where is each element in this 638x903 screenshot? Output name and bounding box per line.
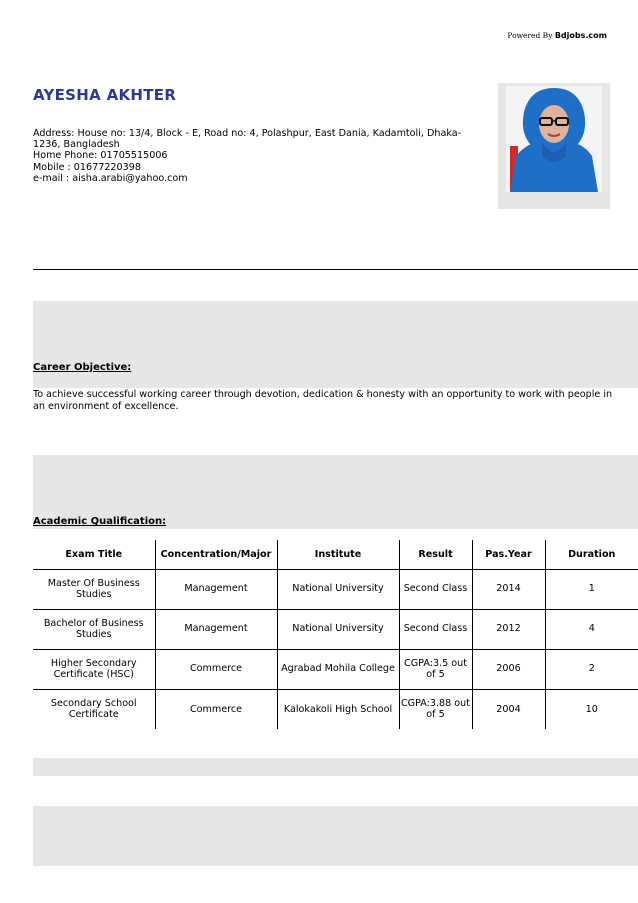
exam-title: Higher Secondary Certificate (HSC) (33, 649, 155, 689)
institute: National University (277, 609, 399, 649)
photo-frame (498, 83, 610, 209)
institute: Agrabad Mohila College (277, 649, 399, 689)
duration: 10 (545, 689, 638, 729)
concentration: Commerce (155, 649, 277, 689)
header-institute: Institute (277, 540, 399, 569)
exam-title: Master Of Business Studies (33, 569, 155, 609)
concentration: Management (155, 569, 277, 609)
header-pass-year: Pas.Year (472, 540, 545, 569)
concentration: Management (155, 609, 277, 649)
concentration: Commerce (155, 689, 277, 729)
result: CGPA:3.88 out of 5 (399, 689, 472, 729)
academic-table (33, 540, 638, 729)
section-band (33, 758, 638, 776)
table-row (33, 569, 638, 609)
table-header-row (33, 540, 638, 569)
result: Second Class (399, 569, 472, 609)
header-concentration: Concentration/Major (155, 540, 277, 569)
contact-block (33, 128, 463, 184)
powered-by-brand[interactable]: Bdjobs.com (554, 31, 607, 40)
header-exam-title: Exam Title (33, 540, 155, 569)
profile-photo-icon (506, 86, 602, 192)
academic-qualification-heading: Academic Qualification: (33, 516, 167, 527)
pass-year: 2012 (472, 609, 545, 649)
home-phone: Home Phone: 01705515006 (33, 150, 168, 162)
profile-photo (506, 86, 602, 192)
career-objective-text: To achieve successful working career through devotion, dedication & honesty with an opportunity to work with people in an environment of excellence. (33, 389, 613, 412)
institute: Kalokakoli High School (277, 689, 399, 729)
header-duration: Duration (545, 540, 638, 569)
email: e-mail : aisha.arabi@yahoo.com (33, 172, 188, 184)
address: Address: House no: 13/4, Block - E, Road no: 4, Polashpur, East Dania, Kadamtoli, Dhaka-1236, Bangladesh (33, 128, 462, 151)
exam-title: Secondary School Certificate (50, 698, 137, 721)
table-row (33, 609, 638, 649)
duration: 1 (545, 569, 638, 609)
powered-by (507, 31, 607, 40)
table-row (33, 649, 638, 689)
header-divider (33, 269, 638, 270)
institute: National University (277, 569, 399, 609)
section-band (33, 806, 638, 866)
pass-year: 2014 (472, 569, 545, 609)
career-objective-heading: Career Objective: (33, 362, 132, 373)
powered-by-prefix: Powered By (507, 31, 553, 40)
pass-year: 2004 (472, 689, 545, 729)
header-result: Result (399, 540, 472, 569)
duration: 4 (545, 609, 638, 649)
result: Second Class (399, 609, 472, 649)
candidate-name: AYESHA AKHTER (33, 86, 177, 104)
pass-year: 2006 (472, 649, 545, 689)
exam-title: Bachelor of Business Studies (33, 609, 155, 649)
duration: 2 (545, 649, 638, 689)
table-row (33, 689, 638, 729)
section-band (33, 301, 638, 388)
mobile: Mobile : 01677220398 (33, 161, 141, 173)
result: CGPA:3.5 out of 5 (399, 649, 472, 689)
